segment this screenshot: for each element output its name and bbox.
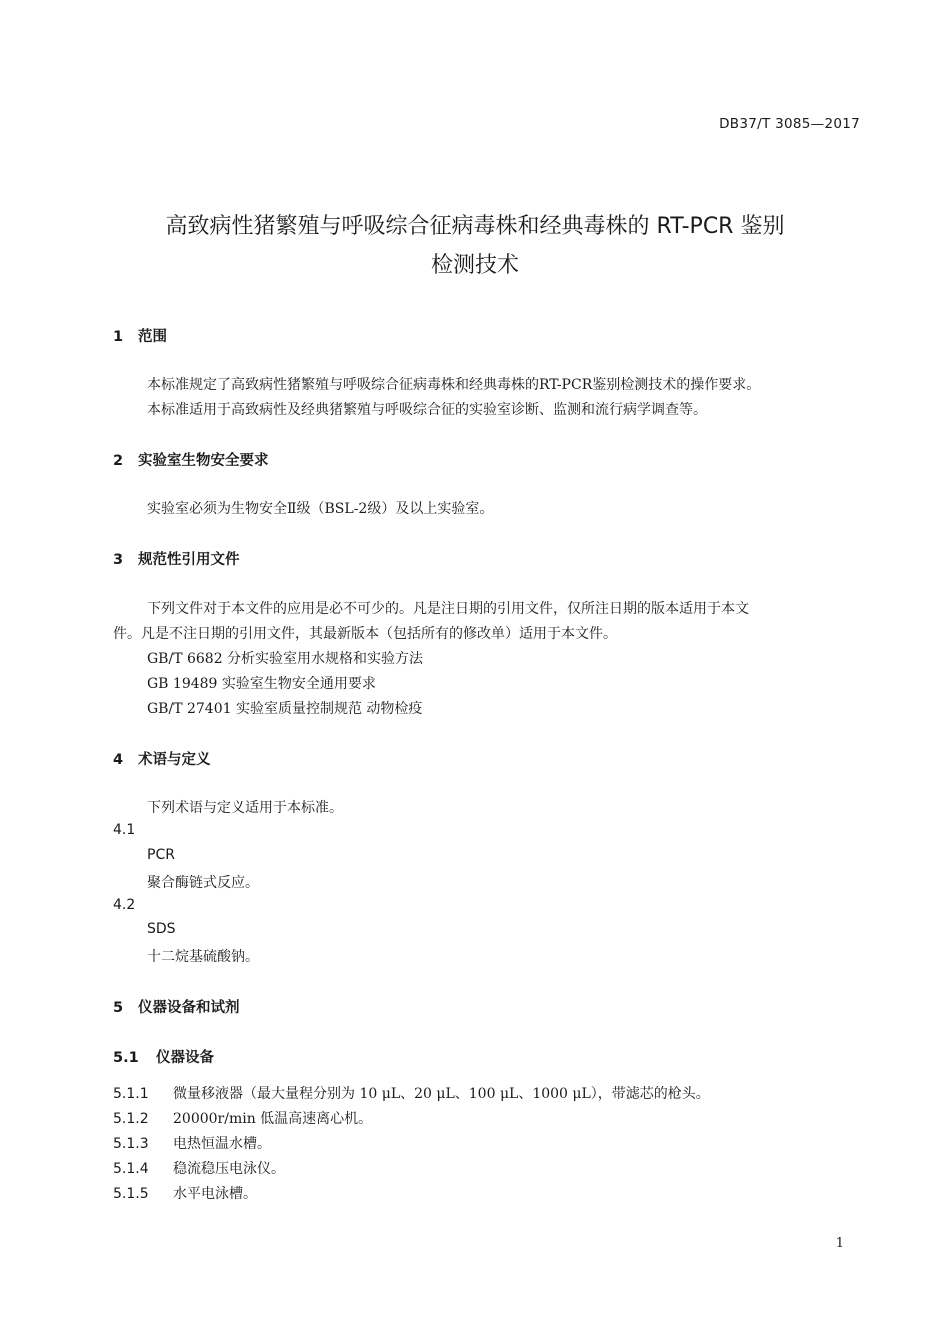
- item-text: 水平电泳槽。: [173, 1186, 257, 1202]
- reference-item: GB 19489 实验室生物安全通用要求: [147, 676, 376, 692]
- term-abbreviation: PCR: [147, 847, 175, 863]
- equipment-item: [113, 1183, 257, 1203]
- section-title: 规范性引用文件: [138, 552, 240, 568]
- equipment-item: [113, 1083, 710, 1103]
- item-text: 电热恒温水槽。: [173, 1136, 271, 1152]
- item-number: 5.1.1: [113, 1086, 149, 1102]
- section-4-heading: [113, 748, 211, 769]
- term-number: 4.1: [113, 822, 136, 838]
- scope-paragraph-2: 本标准适用于高致病性及经典猪繁殖与呼吸综合征的实验室诊断、监测和流行病学调查等。: [147, 402, 707, 418]
- section-title: 术语与定义: [138, 752, 211, 768]
- subsection-title: 仪器设备: [156, 1050, 214, 1066]
- section-1-heading: [113, 325, 167, 346]
- references-paragraph-line-1: 下列文件对于本文件的应用是必不可少的。凡是注日期的引用文件，仅所注日期的版本适用于本文: [147, 601, 749, 617]
- equipment-item: [113, 1158, 285, 1178]
- equipment-item: [113, 1108, 372, 1128]
- section-number: 2: [113, 453, 124, 469]
- terms-intro-paragraph: 下列术语与定义适用于本标准。: [147, 800, 343, 816]
- reference-item: GB/T 6682 分析实验室用水规格和实验方法: [147, 651, 424, 667]
- section-3-heading: [113, 548, 240, 569]
- item-text: 微量移液器（最大量程分别为 10 μL、20 μL、100 μL、1000 μL），带滤芯的枪头。: [173, 1086, 710, 1102]
- scope-paragraph-1: 本标准规定了高致病性猪繁殖与呼吸综合征病毒株和经典毒株的RT-PCR鉴别检测技术的操作要求。: [147, 377, 761, 393]
- page-number: 1: [835, 1236, 844, 1251]
- references-paragraph-line-2: 件。凡是不注日期的引用文件，其最新版本（包括所有的修改单）适用于本文件。: [113, 626, 617, 642]
- document-title-line-2: 检测技术: [430, 253, 519, 278]
- equipment-item: [113, 1133, 271, 1153]
- section-number: 5: [113, 1000, 124, 1016]
- reference-item: GB/T 27401 实验室质量控制规范 动物检疫: [147, 701, 423, 717]
- item-text: 20000r/min 低温高速离心机。: [173, 1111, 373, 1127]
- section-number: 4: [113, 752, 124, 768]
- item-text: 稳流稳压电泳仪。: [173, 1161, 285, 1177]
- item-number: 5.1.3: [113, 1136, 149, 1152]
- item-number: 5.1.2: [113, 1111, 149, 1127]
- item-number: 5.1.5: [113, 1186, 149, 1202]
- section-2-heading: [113, 449, 269, 470]
- term-number: 4.2: [113, 897, 136, 913]
- term-definition: 十二烷基硫酸钠。: [147, 949, 259, 965]
- subsection-5-1-heading: [113, 1046, 214, 1067]
- subsection-number: 5.1: [113, 1050, 139, 1066]
- term-abbreviation: SDS: [147, 921, 176, 937]
- item-number: 5.1.4: [113, 1161, 149, 1177]
- section-5-heading: [113, 996, 240, 1017]
- document-code: DB37/T 3085—2017: [719, 116, 860, 132]
- section-number: 1: [113, 329, 124, 345]
- biosafety-paragraph: 实验室必须为生物安全Ⅱ级（BSL-2级）及以上实验室。: [147, 501, 494, 517]
- document-title-line-1: 高致病性猪繁殖与呼吸综合征病毒株和经典毒株的 RT-PCR 鉴别: [165, 214, 785, 239]
- section-title: 实验室生物安全要求: [138, 453, 269, 469]
- section-number: 3: [113, 552, 124, 568]
- term-definition: 聚合酶链式反应。: [147, 875, 259, 891]
- section-title: 仪器设备和试剂: [138, 1000, 240, 1016]
- section-title: 范围: [138, 329, 167, 345]
